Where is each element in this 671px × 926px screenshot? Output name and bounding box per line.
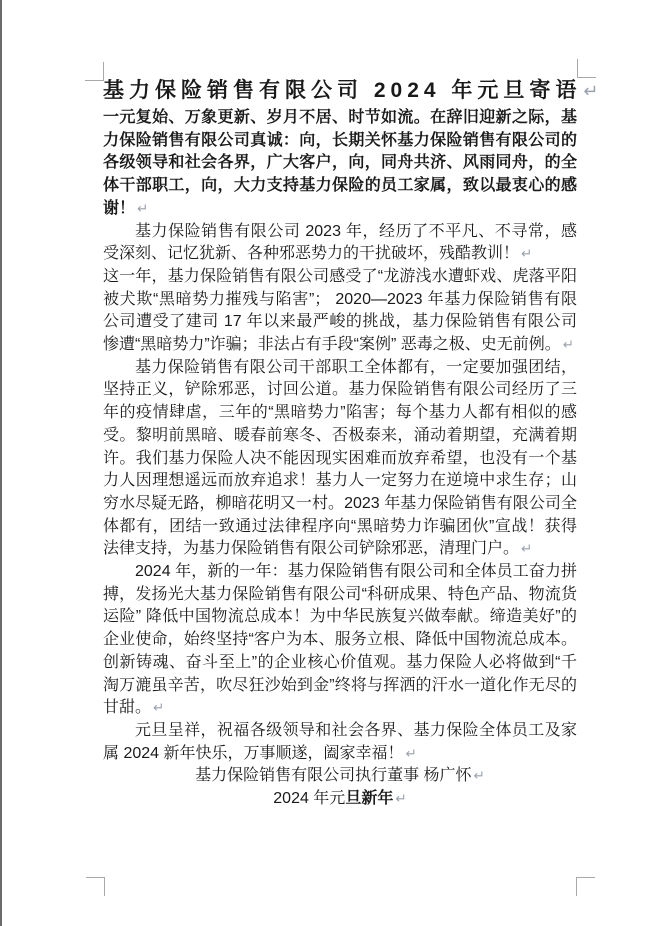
date-line[interactable] [103,788,577,811]
paragraph-mark-icon: ↵ [521,246,533,262]
paragraph-text: 2024 年，新的一年：基力保险销售有限公司和全体员工奋力拼搏，发扬光大基力保险销售有限公司“科研成果、特色产品、物流货运险” 降低中国物流总成本！为中华民族复兴做奉献。缔造美好”的企业使命，始终坚持“客户为本、服务立根、降低中国物流总成本。创新铸魂、奋斗至上”的企业核心价值观。基力保险人必将做到“千淘万漉虽辛苦，吹尽狂沙始到金”终将与挥洒的汗水一道化作无尽的甘甜。 [103,563,577,717]
document-title[interactable] [103,78,599,104]
paragraph-mark-icon: ↵ [137,200,149,216]
paragraph-wishes[interactable] [103,720,577,765]
paragraph-mark-icon: ↵ [395,791,407,807]
page-left-edge [0,0,2,926]
crop-mark-bottom-right [576,877,595,896]
paragraph-greeting[interactable] [103,107,577,221]
paragraph-unity[interactable] [103,357,577,561]
document-title-text: 基力保险销售有限公司 2024 年元旦寄语 [103,79,582,102]
paragraph-text: 基力保险销售有限公司干部职工全体都有，一定要加强团结，坚持正义，铲除邪恶，讨回公道。基力保险销售有限公司经历了三年的疫情肆虐，三年的“黑暗势力”陷害；每个基力人都有相似的感受。黎明前黑暗、暖春前寒冬、否极泰来，涌动着期望，充满着期许。我们基力保险人决不能因现实困难而放弃希望，也没有一个基力人因理想遥远而放弃追求！基力人一定努力在逆境中求生存；山穷水尽疑无路，柳暗花明又一村。2023 年基力保险销售有限公司全体都有，团结一致通过法律程序向“黑暗势力诈骗团伙”宣战！获得法律支持，为基力保险销售有限公司铲除邪恶，清理门户。 [103,358,577,558]
paragraph-text: 基力保险销售有限公司 2023 年，经历了不平凡、不寻常，感受深刻、记忆犹新、各种邪恶势力的干扰破坏，残酷教训！ [103,222,577,263]
paragraph-text: 一元复始、万象更新、岁月不居、时节如流。在辞旧迎新之际，基力保险销售有限公司真诚：向，长期关怀基力保险销售有限公司的各级领导和社会各界，广大客户，向，同舟共济、风雨同舟，的全体干部职工，向，大力支持基力保险的员工家属，致以最衷心的感谢！ [103,109,577,217]
paragraph-2023-review[interactable] [103,221,577,266]
crop-mark-bottom-left [86,877,105,896]
paragraph-mark-icon: ↵ [405,745,417,761]
paragraph-text: 元旦呈祥，祝福各级领导和社会各界、基力保险全体员工及家属 2024 新年快乐，万事顺遂，阖家幸福！ [103,721,577,762]
crop-mark-top-left [85,62,104,81]
paragraph-text: 这一年，基力保险销售有限公司感受了“龙游浅水遭虾戏、虎落平阳被犬欺“黑暗势力摧残与陷害”； 2020—2023 年基力保险销售有限公司遭受了建司 17 年以来最严峻的挑战，基力保险销售有限公司惨遭“黑暗势力”诈骗；非法占有手段“案例” 恶毒之极、史无前例。 [103,267,577,354]
paragraph-hardships[interactable] [103,266,577,357]
paragraph-mark-icon: ↵ [583,81,599,101]
signature-text: 基力保险销售有限公司执行董事 杨广怀 [195,767,472,785]
date-line-bold-text: 旦新年 [345,790,394,808]
paragraph-mark-icon: ↵ [562,337,575,353]
paragraph-2024-outlook[interactable] [103,561,577,720]
signature-line[interactable] [103,765,577,788]
document-text-area[interactable] [103,78,599,811]
paragraph-mark-icon: ↵ [521,541,533,557]
paragraph-mark-icon: ↵ [153,700,165,716]
paragraph-mark-icon: ↵ [473,768,485,784]
date-line-regular-text: 2024 年元 [273,790,346,808]
crop-mark-top-right [577,59,596,78]
